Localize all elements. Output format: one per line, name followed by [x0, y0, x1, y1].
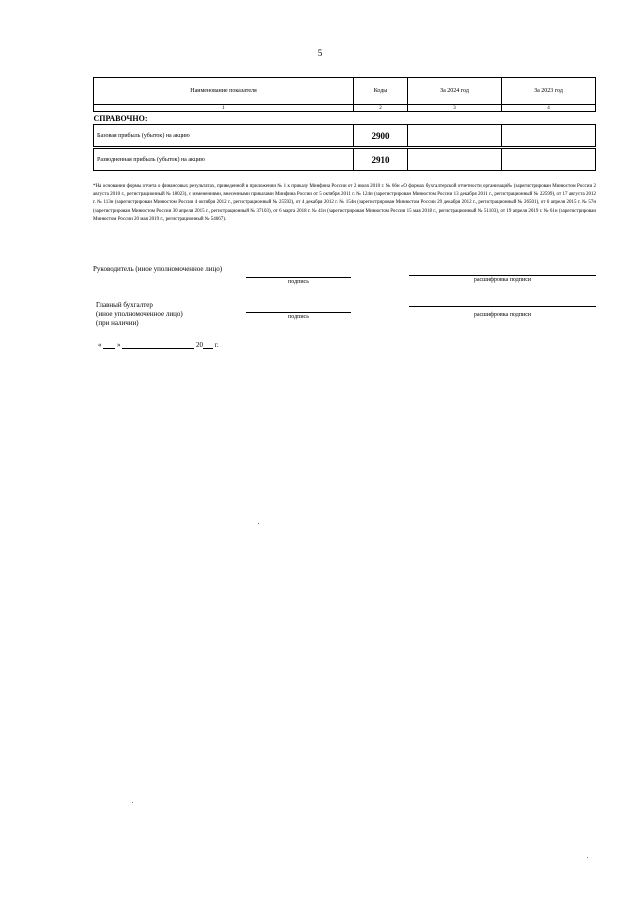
table-row: [94, 125, 596, 147]
table-number-row: [94, 105, 596, 112]
row-value-2024: [408, 125, 502, 147]
year-blank: [203, 341, 213, 349]
row-code: 2900: [354, 125, 408, 147]
accountant-signature-caption: подпись: [288, 314, 309, 320]
column-number-3: 3: [408, 105, 502, 112]
row-label: Разводненная прибыль (убыток) на акцию: [94, 149, 354, 171]
table-header-row: [94, 78, 596, 105]
scan-speck: [587, 857, 588, 858]
scan-speck: [258, 523, 259, 524]
column-number-1: 1: [94, 105, 354, 112]
day-blank: [103, 341, 115, 349]
row-label: Базовая прибыль (убыток) на акцию: [94, 125, 354, 147]
accountant-signature-line: [246, 312, 351, 313]
report-table: [93, 77, 596, 171]
header-year-2023: За 2023 год: [502, 78, 596, 105]
accountant-label: [96, 301, 183, 328]
accountant-decryption-caption: расшифровка подписи: [473, 312, 532, 318]
year-prefix: 20: [196, 341, 203, 349]
header-year-2024: За 2024 год: [408, 78, 502, 105]
section-title: СПРАВОЧНО:: [93, 113, 148, 123]
page-number: 5: [317, 48, 323, 58]
row-value-2023: [502, 125, 596, 147]
head-signature-caption: подпись: [288, 279, 309, 285]
section-row: [94, 112, 596, 125]
head-decryption-line: [409, 275, 596, 276]
accountant-label-line-3: (при наличии): [96, 319, 139, 327]
head-signatory-label: Руководитель (иное уполномоченное лицо): [93, 265, 223, 273]
month-blank: [122, 341, 194, 349]
head-decryption-caption: расшифровка подписи: [473, 277, 532, 283]
column-number-4: 4: [502, 105, 596, 112]
head-signature-line: [246, 277, 351, 278]
accountant-label-line-1: Главный бухгалтер: [96, 301, 153, 309]
scan-speck: [132, 802, 133, 803]
column-number-2: 2: [354, 105, 408, 112]
row-value-2024: [408, 149, 502, 171]
accountant-label-line-2: (иное уполномоченное лицо): [96, 310, 183, 318]
table-row: [94, 149, 596, 171]
header-codes: Коды: [354, 78, 408, 105]
year-suffix: г.: [214, 341, 219, 349]
accountant-decryption-line: [409, 306, 596, 307]
row-value-2023: [502, 149, 596, 171]
footnote: *На основании формы отчета о финансовых результатах, приведенной в приложении № 1 к приказу Минфина России от 2 июля 2010 г. № 66н «О формах бухгалтерской отчетности организаций» (зарегистрирован Минюстом России 2 августа 2010 г., регистрационный № 18023), с изменениями, внесенными приказами Минфина России от 5 октября 2011 г. № 124н (зарегистрирован Минюстом России 13 декабря 2011 г., регистрационный № 22599), от 17 августа 2012 г. № 113н (зарегистрирован Минюстом России 4 октября 2012 г., регистрационный № 25592), от 4 декабря 2012 г. № 154н (зарегистрирован Минюстом России 29 декабря 2012 г., регистрационный № 26501), от 6 апреля 2015 г. № 57н (зарегистрирован Минюстом России 30 апреля 2015 г., регистрационный № 37103), от 6 марта 2018 г. № 41н (зарегистрирован Минюстом России 15 мая 2018 г., регистрационный № 51103), от 19 апреля 2019 г. № 61н (зарегистрирован Минюстом России 20 мая 2019 г., регистрационный № 54667).: [93, 184, 596, 222]
header-indicator-name: Наименование показателя: [94, 78, 354, 105]
date-close-quote: »: [117, 341, 121, 349]
date-open-quote: «: [98, 341, 102, 349]
row-code: 2910: [354, 149, 408, 171]
date-line: [98, 341, 219, 349]
